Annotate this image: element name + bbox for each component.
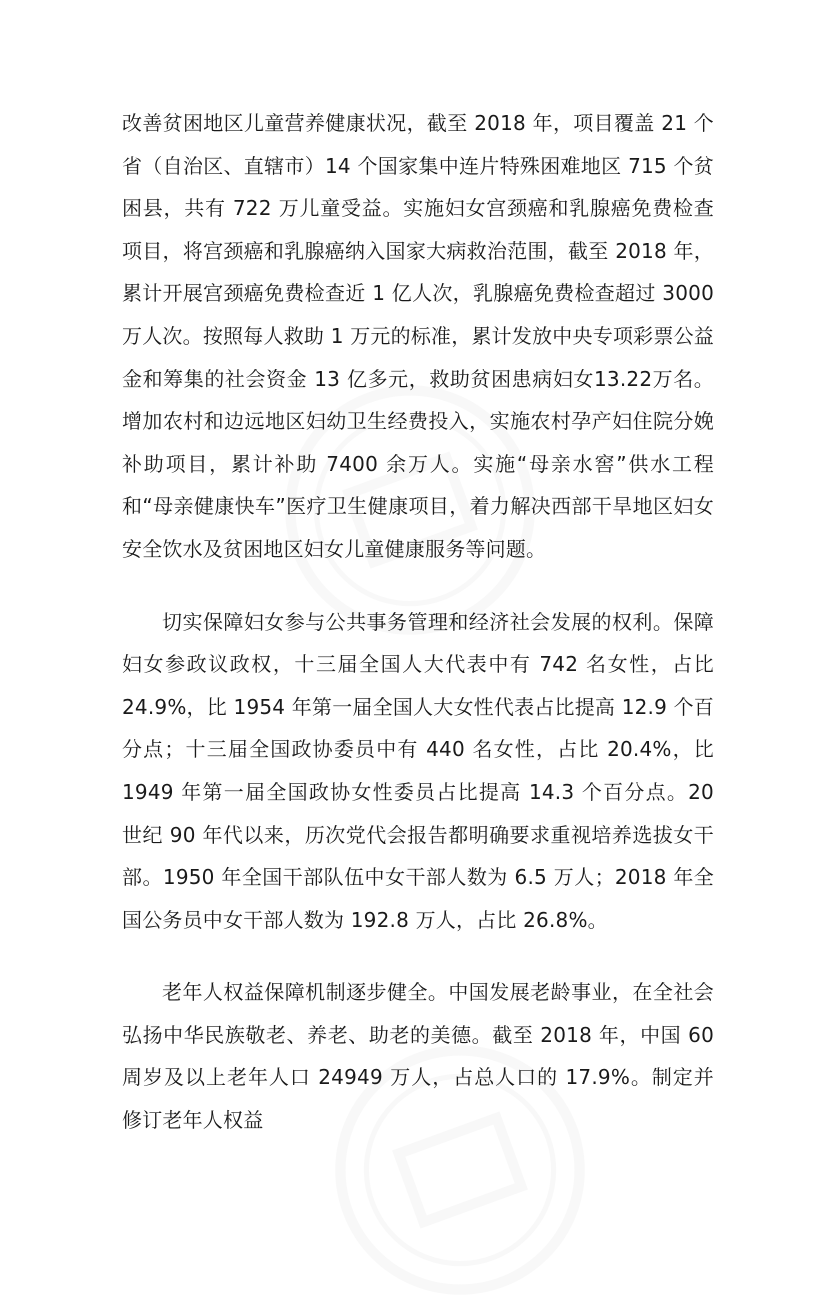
document-body (122, 102, 714, 1142)
paragraph-gap (122, 941, 714, 971)
paragraph-child-health: 改善贫困地区儿童营养健康状况，截至 2018 年，项目覆盖 21 个省（自治区、直辖市）14 个国家集中连片特殊困难地区 715 个贫困县，共有 722 万儿童受益。实施妇女宫颈癌和乳腺癌免费检查项目，将宫颈癌和乳腺癌纳入国家大病救治范围，截至 2018 年，累计开展宫颈癌免费检查近 1 亿人次，乳腺癌免费检查超过 3000 万人次。按照每人救助 1 万元的标准，累计发放中央专项彩票公益金和筹集的社会资金 13 亿多元，救助贫困患病妇女13.22万名。增加农村和边远地区妇幼卫生经费投入，实施农村孕产妇住院分娩补助项目，累计补助 7400 余万人。实施“母亲水窖”供水工程和“母亲健康快车”医疗卫生健康项目，着力解决西部干旱地区妇女安全饮水及贫困地区妇女儿童健康服务等问题。 (122, 111, 714, 561)
paragraph-gap (122, 571, 714, 601)
paragraph-women-rights: 切实保障妇女参与公共事务管理和经济社会发展的权利。保障妇女参政议政权，十三届全国人大代表中有 742 名女性，占比 24.9%，比 1954 年第一届全国人大女性代表占比提高 12.9 个百分点；十三届全国政协委员中有 440 名女性，占比 20.4%，比 1949 年第一届全国政协女性委员占比提高 14.3 个百分点。20 世纪 90 年代以来，历次党代会报告都明确要求重视培养选拔女干部。1950 年全国干部队伍中女干部人数为 6.5 万人；2018 年全国公务员中女干部人数为 192.8 万人，占比 26.8%。 (122, 609, 714, 932)
paragraph-elderly-rights: 老年人权益保障机制逐步健全。中国发展老龄事业，在全社会弘扬中华民族敬老、养老、助老的美德。截至 2018 年，中国 60 周岁及以上老年人口 24949 万人，占总人口的 17.9%。制定并修订老年人权益 (122, 980, 714, 1133)
